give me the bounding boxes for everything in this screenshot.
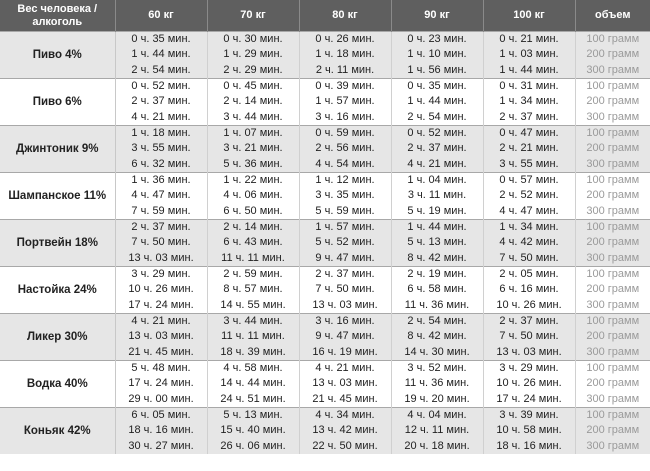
time-cell: 1 ч. 34 мин. <box>483 220 575 236</box>
time-cell: 1 ч. 29 мин. <box>207 47 299 62</box>
time-cell: 3 ч. 44 мин. <box>207 314 299 330</box>
time-cell: 3 ч. 11 мин. <box>391 188 483 203</box>
time-cell: 24 ч. 51 мин. <box>207 391 299 408</box>
time-cell: 1 ч. 18 мин. <box>299 47 391 62</box>
table-row <box>0 173 650 189</box>
time-cell: 7 ч. 50 мин. <box>299 282 391 297</box>
alcohol-name: Ликер 30% <box>0 314 115 361</box>
time-cell: 8 ч. 57 мин. <box>207 282 299 297</box>
time-cell: 2 ч. 21 мин. <box>483 141 575 156</box>
header-weight-100: 100 кг <box>483 0 575 32</box>
time-cell: 2 ч. 56 мин. <box>299 141 391 156</box>
time-cell: 3 ч. 55 мин. <box>483 156 575 173</box>
time-cell: 1 ч. 22 мин. <box>207 173 299 189</box>
time-cell: 13 ч. 03 мин. <box>483 344 575 361</box>
alcohol-name: Джинтоник 9% <box>0 126 115 173</box>
time-cell: 0 ч. 39 мин. <box>299 79 391 95</box>
volume-cell: 100 грамм <box>575 79 650 95</box>
time-cell: 1 ч. 44 мин. <box>391 94 483 109</box>
time-cell: 3 ч. 55 мин. <box>115 141 207 156</box>
time-cell: 1 ч. 44 мин. <box>115 47 207 62</box>
header-weight-80: 80 кг <box>299 0 391 32</box>
time-cell: 5 ч. 52 мин. <box>299 235 391 250</box>
table-row <box>0 408 650 424</box>
time-cell: 7 ч. 50 мин. <box>483 329 575 344</box>
time-cell: 3 ч. 52 мин. <box>391 361 483 377</box>
time-cell: 2 ч. 29 мин. <box>207 62 299 79</box>
time-cell: 30 ч. 27 мин. <box>115 438 207 454</box>
time-cell: 0 ч. 47 мин. <box>483 126 575 142</box>
time-cell: 0 ч. 52 мин. <box>115 79 207 95</box>
time-cell: 2 ч. 59 мин. <box>207 267 299 283</box>
time-cell: 4 ч. 21 мин. <box>115 314 207 330</box>
alcohol-name: Пиво 4% <box>0 32 115 79</box>
time-cell: 18 ч. 16 мин. <box>115 423 207 438</box>
alcohol-group <box>0 314 650 361</box>
alcohol-group <box>0 173 650 220</box>
time-cell: 0 ч. 31 мин. <box>483 79 575 95</box>
time-cell: 0 ч. 45 мин. <box>207 79 299 95</box>
table-row <box>0 314 650 330</box>
time-cell: 3 ч. 29 мин. <box>115 267 207 283</box>
time-cell: 4 ч. 04 мин. <box>391 408 483 424</box>
time-cell: 4 ч. 21 мин. <box>391 156 483 173</box>
alcohol-group <box>0 267 650 314</box>
time-cell: 14 ч. 55 мин. <box>207 297 299 314</box>
time-cell: 1 ч. 57 мин. <box>299 94 391 109</box>
time-cell: 2 ч. 11 мин. <box>299 62 391 79</box>
time-cell: 6 ч. 16 мин. <box>483 282 575 297</box>
table-row <box>0 32 650 48</box>
volume-cell: 300 грамм <box>575 156 650 173</box>
alcohol-group <box>0 79 650 126</box>
time-cell: 9 ч. 47 мин. <box>299 329 391 344</box>
time-cell: 9 ч. 47 мин. <box>299 250 391 267</box>
time-cell: 17 ч. 24 мин. <box>115 376 207 391</box>
time-cell: 2 ч. 05 мин. <box>483 267 575 283</box>
time-cell: 2 ч. 37 мин. <box>391 141 483 156</box>
table-row <box>0 361 650 377</box>
time-cell: 1 ч. 03 мин. <box>483 47 575 62</box>
time-cell: 26 ч. 06 мин. <box>207 438 299 454</box>
time-cell: 6 ч. 05 мин. <box>115 408 207 424</box>
time-cell: 2 ч. 54 мин. <box>391 109 483 126</box>
time-cell: 10 ч. 26 мин. <box>483 376 575 391</box>
alcohol-group <box>0 220 650 267</box>
table-row <box>0 126 650 142</box>
volume-cell: 100 грамм <box>575 408 650 424</box>
time-cell: 10 ч. 26 мин. <box>115 282 207 297</box>
time-cell: 0 ч. 57 мин. <box>483 173 575 189</box>
time-cell: 4 ч. 42 мин. <box>483 235 575 250</box>
volume-cell: 200 грамм <box>575 423 650 438</box>
time-cell: 6 ч. 58 мин. <box>391 282 483 297</box>
time-cell: 2 ч. 52 мин. <box>483 188 575 203</box>
header-weight-alcohol: Вес человека / алкоголь <box>0 0 115 32</box>
alcohol-group <box>0 32 650 79</box>
header-volume: объем <box>575 0 650 32</box>
volume-cell: 300 грамм <box>575 438 650 454</box>
time-cell: 3 ч. 16 мин. <box>299 109 391 126</box>
time-cell: 1 ч. 56 мин. <box>391 62 483 79</box>
volume-cell: 200 грамм <box>575 235 650 250</box>
time-cell: 1 ч. 12 мин. <box>299 173 391 189</box>
time-cell: 6 ч. 43 мин. <box>207 235 299 250</box>
time-cell: 4 ч. 47 мин. <box>483 203 575 220</box>
time-cell: 8 ч. 42 мин. <box>391 329 483 344</box>
time-cell: 13 ч. 42 мин. <box>299 423 391 438</box>
time-cell: 0 ч. 52 мин. <box>391 126 483 142</box>
time-cell: 0 ч. 23 мин. <box>391 32 483 48</box>
time-cell: 5 ч. 13 мин. <box>207 408 299 424</box>
alcohol-group <box>0 408 650 455</box>
time-cell: 8 ч. 42 мин. <box>391 250 483 267</box>
time-cell: 11 ч. 11 мин. <box>207 250 299 267</box>
time-cell: 0 ч. 21 мин. <box>483 32 575 48</box>
time-cell: 2 ч. 54 мин. <box>391 314 483 330</box>
time-cell: 2 ч. 14 мин. <box>207 94 299 109</box>
time-cell: 12 ч. 11 мин. <box>391 423 483 438</box>
time-cell: 13 ч. 03 мин. <box>115 250 207 267</box>
volume-cell: 200 грамм <box>575 329 650 344</box>
volume-cell: 100 грамм <box>575 220 650 236</box>
alcohol-group <box>0 361 650 408</box>
volume-cell: 300 грамм <box>575 344 650 361</box>
time-cell: 3 ч. 29 мин. <box>483 361 575 377</box>
time-cell: 7 ч. 50 мин. <box>483 250 575 267</box>
time-cell: 7 ч. 59 мин. <box>115 203 207 220</box>
time-cell: 2 ч. 14 мин. <box>207 220 299 236</box>
time-cell: 0 ч. 35 мин. <box>391 79 483 95</box>
table-row <box>0 220 650 236</box>
time-cell: 14 ч. 30 мин. <box>391 344 483 361</box>
time-cell: 4 ч. 21 мин. <box>115 109 207 126</box>
volume-cell: 300 грамм <box>575 297 650 314</box>
time-cell: 1 ч. 18 мин. <box>115 126 207 142</box>
time-cell: 5 ч. 36 мин. <box>207 156 299 173</box>
time-cell: 1 ч. 04 мин. <box>391 173 483 189</box>
time-cell: 18 ч. 16 мин. <box>483 438 575 454</box>
time-cell: 0 ч. 35 мин. <box>115 32 207 48</box>
time-cell: 29 ч. 00 мин. <box>115 391 207 408</box>
time-cell: 4 ч. 58 мин. <box>207 361 299 377</box>
time-cell: 2 ч. 37 мин. <box>115 94 207 109</box>
time-cell: 13 ч. 03 мин. <box>299 297 391 314</box>
time-cell: 3 ч. 16 мин. <box>299 314 391 330</box>
time-cell: 0 ч. 59 мин. <box>299 126 391 142</box>
time-cell: 0 ч. 30 мин. <box>207 32 299 48</box>
volume-cell: 100 грамм <box>575 32 650 48</box>
table-row <box>0 267 650 283</box>
volume-cell: 200 грамм <box>575 94 650 109</box>
time-cell: 14 ч. 44 мин. <box>207 376 299 391</box>
time-cell: 1 ч. 10 мин. <box>391 47 483 62</box>
time-cell: 20 ч. 18 мин. <box>391 438 483 454</box>
volume-cell: 200 грамм <box>575 188 650 203</box>
time-cell: 1 ч. 07 мин. <box>207 126 299 142</box>
time-cell: 5 ч. 13 мин. <box>391 235 483 250</box>
time-cell: 11 ч. 36 мин. <box>391 376 483 391</box>
time-cell: 10 ч. 58 мин. <box>483 423 575 438</box>
time-cell: 3 ч. 39 мин. <box>483 408 575 424</box>
volume-cell: 200 грамм <box>575 47 650 62</box>
volume-cell: 300 грамм <box>575 391 650 408</box>
time-cell: 1 ч. 44 мин. <box>391 220 483 236</box>
header-weight-90: 90 кг <box>391 0 483 32</box>
header-weight-60: 60 кг <box>115 0 207 32</box>
time-cell: 1 ч. 44 мин. <box>483 62 575 79</box>
time-cell: 17 ч. 24 мин. <box>483 391 575 408</box>
time-cell: 4 ч. 21 мин. <box>299 361 391 377</box>
alcohol-name: Портвейн 18% <box>0 220 115 267</box>
alcohol-group <box>0 126 650 173</box>
time-cell: 1 ч. 57 мин. <box>299 220 391 236</box>
time-cell: 17 ч. 24 мин. <box>115 297 207 314</box>
time-cell: 2 ч. 37 мин. <box>299 267 391 283</box>
time-cell: 6 ч. 32 мин. <box>115 156 207 173</box>
table-row <box>0 79 650 95</box>
volume-cell: 300 грамм <box>575 62 650 79</box>
time-cell: 1 ч. 36 мин. <box>115 173 207 189</box>
time-cell: 16 ч. 19 мин. <box>299 344 391 361</box>
volume-cell: 200 грамм <box>575 141 650 156</box>
volume-cell: 200 грамм <box>575 376 650 391</box>
time-cell: 2 ч. 37 мин. <box>483 314 575 330</box>
alcohol-name: Коньяк 42% <box>0 408 115 455</box>
time-cell: 11 ч. 36 мин. <box>391 297 483 314</box>
time-cell: 2 ч. 37 мин. <box>483 109 575 126</box>
time-cell: 0 ч. 26 мин. <box>299 32 391 48</box>
time-cell: 4 ч. 34 мин. <box>299 408 391 424</box>
time-cell: 10 ч. 26 мин. <box>483 297 575 314</box>
volume-cell: 100 грамм <box>575 314 650 330</box>
volume-cell: 100 грамм <box>575 173 650 189</box>
volume-cell: 300 грамм <box>575 203 650 220</box>
alcohol-name: Настойка 24% <box>0 267 115 314</box>
time-cell: 5 ч. 59 мин. <box>299 203 391 220</box>
time-cell: 3 ч. 35 мин. <box>299 188 391 203</box>
header-row <box>0 0 650 32</box>
time-cell: 1 ч. 34 мин. <box>483 94 575 109</box>
time-cell: 19 ч. 20 мин. <box>391 391 483 408</box>
time-cell: 13 ч. 03 мин. <box>299 376 391 391</box>
volume-cell: 200 грамм <box>575 282 650 297</box>
time-cell: 2 ч. 54 мин. <box>115 62 207 79</box>
time-cell: 5 ч. 19 мин. <box>391 203 483 220</box>
volume-cell: 300 грамм <box>575 109 650 126</box>
time-cell: 22 ч. 50 мин. <box>299 438 391 454</box>
time-cell: 3 ч. 21 мин. <box>207 141 299 156</box>
time-cell: 21 ч. 45 мин. <box>115 344 207 361</box>
time-cell: 2 ч. 19 мин. <box>391 267 483 283</box>
time-cell: 4 ч. 47 мин. <box>115 188 207 203</box>
header-weight-70: 70 кг <box>207 0 299 32</box>
time-cell: 11 ч. 11 мин. <box>207 329 299 344</box>
time-cell: 21 ч. 45 мин. <box>299 391 391 408</box>
alcohol-name: Шампанское 11% <box>0 173 115 220</box>
time-cell: 18 ч. 39 мин. <box>207 344 299 361</box>
time-cell: 3 ч. 44 мин. <box>207 109 299 126</box>
alcohol-name: Пиво 6% <box>0 79 115 126</box>
volume-cell: 100 грамм <box>575 126 650 142</box>
volume-cell: 100 грамм <box>575 361 650 377</box>
time-cell: 4 ч. 06 мин. <box>207 188 299 203</box>
alcohol-name: Водка 40% <box>0 361 115 408</box>
time-cell: 5 ч. 48 мин. <box>115 361 207 377</box>
volume-cell: 100 грамм <box>575 267 650 283</box>
time-cell: 15 ч. 40 мин. <box>207 423 299 438</box>
time-cell: 13 ч. 03 мин. <box>115 329 207 344</box>
time-cell: 7 ч. 50 мин. <box>115 235 207 250</box>
volume-cell: 300 грамм <box>575 250 650 267</box>
time-cell: 6 ч. 50 мин. <box>207 203 299 220</box>
time-cell: 2 ч. 37 мин. <box>115 220 207 236</box>
time-cell: 4 ч. 54 мин. <box>299 156 391 173</box>
